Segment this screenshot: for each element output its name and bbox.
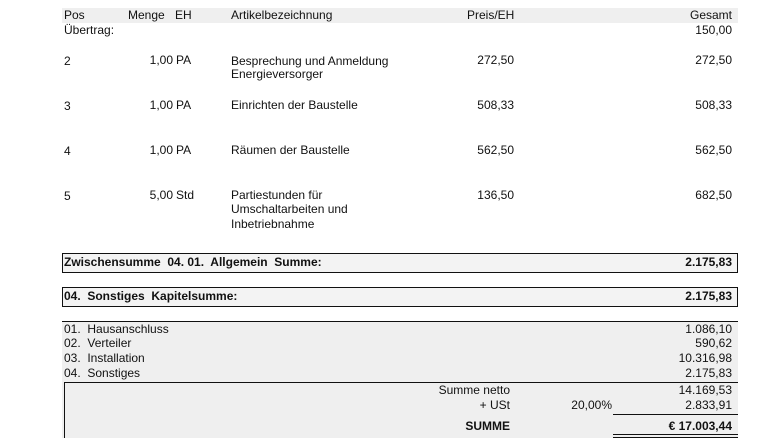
summe-label: SUMME bbox=[465, 419, 510, 433]
summary-band bbox=[62, 321, 738, 438]
header-menge: Menge bbox=[128, 8, 165, 22]
item-menge: 5,00 bbox=[149, 188, 173, 202]
item-preis: 508,33 bbox=[477, 98, 514, 112]
ust-rate: 20,00% bbox=[571, 398, 612, 412]
kapitelsumme-value: 2.175,83 bbox=[685, 289, 732, 303]
item-menge: 1,00 bbox=[149, 53, 173, 67]
ust-value: 2.833,91 bbox=[685, 398, 732, 412]
summary-label: 04. Sonstiges bbox=[64, 366, 141, 380]
item-eh: PA bbox=[176, 98, 192, 112]
totals-left-rule bbox=[64, 382, 65, 438]
summary-value: 10.316,98 bbox=[678, 351, 732, 365]
item-pos: 2 bbox=[64, 54, 71, 68]
item-desc-line1: Partiestunden für bbox=[231, 188, 323, 202]
zwischensumme-label: Zwischensumme 04. 01. Allgemein Summe: bbox=[64, 255, 322, 269]
item-gesamt: 562,50 bbox=[695, 143, 732, 157]
item-menge: 1,00 bbox=[149, 143, 173, 157]
item-gesamt: 508,33 bbox=[695, 98, 732, 112]
item-pos: 5 bbox=[64, 189, 71, 203]
zwischensumme-value: 2.175,83 bbox=[685, 255, 732, 269]
netto-value: 14.169,53 bbox=[678, 383, 732, 397]
item-desc-line2: Energieversorger bbox=[231, 67, 324, 81]
item-eh: PA bbox=[176, 143, 192, 157]
summary-label: 02. Verteiler bbox=[64, 336, 132, 350]
header-gesamt: Gesamt bbox=[689, 8, 732, 22]
header-preis: Preis/EH bbox=[467, 8, 515, 22]
item-eh: Std bbox=[176, 188, 195, 202]
summe-double-rule-1 bbox=[613, 434, 738, 435]
summe-double-rule-2 bbox=[613, 437, 738, 438]
item-preis: 272,50 bbox=[477, 53, 514, 67]
ust-label: + USt bbox=[479, 398, 510, 412]
summary-label: 03. Installation bbox=[64, 351, 145, 365]
item-pos: 4 bbox=[64, 144, 71, 158]
summe-top-rule bbox=[613, 414, 738, 415]
item-desc-line1: Einrichten der Baustelle bbox=[231, 98, 358, 112]
header-eh: EH bbox=[175, 8, 192, 22]
summe-value: € 17.003,44 bbox=[668, 419, 732, 433]
item-menge: 1,00 bbox=[149, 98, 173, 112]
item-gesamt: 272,50 bbox=[695, 53, 732, 67]
item-desc-line1: Besprechung und Anmeldung bbox=[231, 54, 389, 68]
netto-label: Summe netto bbox=[438, 383, 510, 397]
item-desc-line3: Inbetriebnahme bbox=[231, 217, 315, 231]
item-preis: 136,50 bbox=[477, 188, 514, 202]
kapitelsumme-label: 04. Sonstiges Kapitelsumme: bbox=[64, 289, 238, 303]
summary-value: 590,62 bbox=[695, 336, 732, 350]
item-desc-line2: Umschaltarbeiten und bbox=[231, 202, 348, 216]
uebertrag-label: Übertrag: bbox=[64, 23, 115, 37]
summary-value: 1.086,10 bbox=[685, 322, 732, 336]
header-artikel: Artikelbezeichnung bbox=[231, 8, 333, 22]
uebertrag-value: 150,00 bbox=[695, 23, 732, 37]
header-pos: Pos bbox=[64, 8, 85, 22]
item-eh: PA bbox=[176, 53, 192, 67]
item-desc-line1: Räumen der Baustelle bbox=[231, 143, 350, 157]
item-pos: 3 bbox=[64, 99, 71, 113]
item-gesamt: 682,50 bbox=[695, 188, 732, 202]
item-preis: 562,50 bbox=[477, 143, 514, 157]
summary-value: 2.175,83 bbox=[685, 366, 732, 380]
summary-label: 01. Hausanschluss bbox=[64, 322, 169, 336]
totals-top-rule bbox=[64, 382, 738, 383]
